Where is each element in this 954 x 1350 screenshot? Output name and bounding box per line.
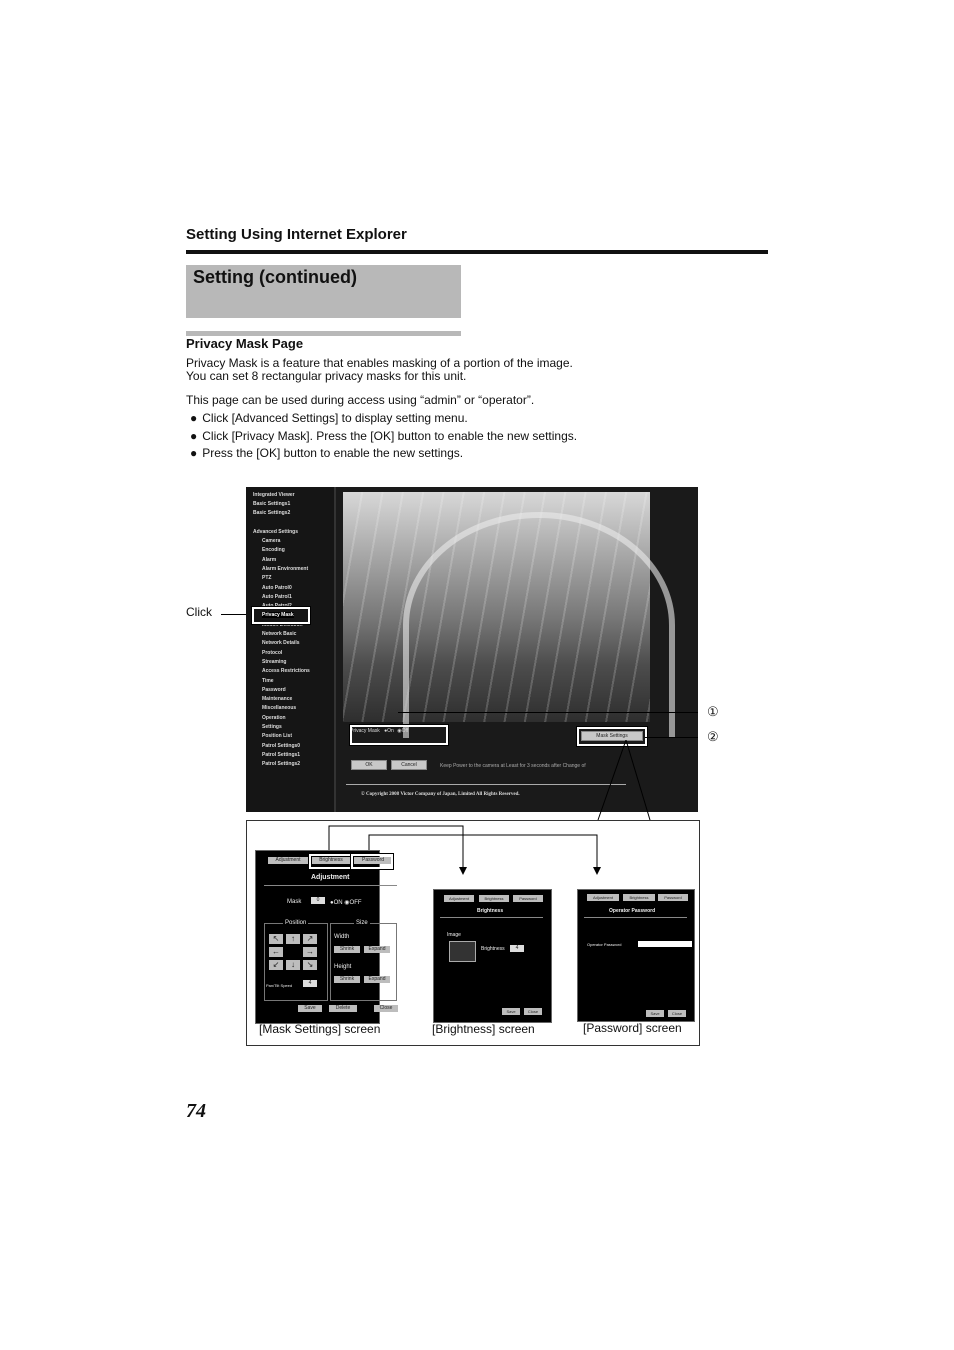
width-shrink-button[interactable]: Shrink — [334, 946, 360, 953]
bullet-icon: ● — [190, 411, 198, 425]
arrow-button-icon[interactable]: ↘ — [303, 960, 317, 970]
save-button[interactable]: Save — [502, 1008, 520, 1015]
radio-on-icon[interactable]: ● — [384, 728, 388, 734]
bullet-item: ● Press the [OK] button to enable the new settings. — [190, 446, 464, 460]
height-shrink-button[interactable]: Shrink — [334, 976, 360, 983]
close-button[interactable]: Close — [374, 1005, 398, 1012]
menu-item[interactable]: Integrated Viewer — [253, 492, 295, 498]
menu-item[interactable]: Auto Patrol0 — [262, 584, 292, 591]
camera-image — [343, 492, 650, 722]
menu-item[interactable]: Streaming — [262, 658, 287, 665]
brightness-select[interactable]: 4 — [510, 945, 524, 952]
close-button[interactable]: Close — [668, 1010, 686, 1017]
menu-item[interactable]: PTZ — [262, 575, 272, 582]
mask-screen-caption: [Mask Settings] screen — [259, 1022, 381, 1036]
menu-item[interactable]: Time — [262, 677, 274, 684]
menu-item[interactable]: Motion Detection — [262, 621, 303, 628]
menu-item[interactable]: Network Details — [262, 640, 300, 647]
close-button[interactable]: Close — [524, 1008, 542, 1015]
privacy-mask-highlight — [252, 607, 310, 624]
menu-item[interactable]: Miscellaneous — [262, 705, 297, 712]
tab-adjustment[interactable]: Adjustment — [268, 857, 308, 864]
brightness-screen-title: Brightness — [477, 908, 504, 914]
page-heading: Setting (continued) — [193, 267, 357, 287]
section-rule — [186, 250, 768, 254]
height-expand-button[interactable]: Expand — [364, 976, 390, 983]
mask-settings-button[interactable]: Mask Settings — [581, 731, 643, 741]
tab-password[interactable]: Password — [658, 894, 688, 901]
bullet-item: ● Click [Privacy Mask]. Press the [OK] button to enable the new settings. — [190, 429, 578, 443]
callout-2: ② — [707, 729, 719, 744]
tab-brightness[interactable]: Brightness — [312, 857, 350, 864]
menu-item[interactable]: Basic Settings2 — [253, 510, 291, 516]
save-button[interactable]: Save — [646, 1010, 664, 1017]
arrow-button-icon[interactable]: ↙ — [269, 960, 283, 970]
cancel-button[interactable]: Cancel — [391, 760, 427, 770]
arrow-button-icon[interactable]: ↖ — [269, 934, 283, 944]
menu-item[interactable]: Network Basic — [262, 631, 297, 637]
menu-item[interactable]: Maintenance — [262, 696, 293, 703]
click-label: Click — [186, 605, 212, 619]
arrow-button-icon[interactable]: ↓ — [286, 960, 300, 970]
brightness-screen: Adjustment Brightness Password Brightness Image Brightness 4 Save Close — [433, 889, 552, 1023]
password-screen: Adjustment Brightness Password Operator Password Operator Password Save Close — [577, 889, 695, 1022]
menu-item[interactable]: Access Restrictions — [262, 668, 310, 675]
tab-password[interactable]: Password — [354, 857, 392, 864]
tab-brightness[interactable]: Brightness — [479, 895, 509, 902]
tab-password[interactable]: Password — [513, 895, 543, 902]
menu-item[interactable]: Privacy Mask — [262, 612, 294, 619]
section-title: Setting Using Internet Explorer — [186, 226, 407, 243]
save-button[interactable]: Save — [298, 1005, 322, 1012]
image-preview — [449, 941, 476, 962]
arrow-button-icon[interactable]: ↑ — [286, 934, 300, 944]
menu-item[interactable]: Patrol Settings2 — [262, 761, 301, 768]
intro-line-1: Privacy Mask is a feature that enables masking of a portion of the image. — [186, 356, 573, 370]
mask-screen-title: Adjustment — [311, 874, 350, 881]
menu-item[interactable]: Patrol Settings0 — [262, 742, 301, 749]
radio-off-icon[interactable]: ◉ — [397, 728, 402, 734]
intro-line-2: You can set 8 rectangular privacy masks for this unit. — [186, 369, 467, 383]
menu-item[interactable]: Auto Patrol1 — [262, 593, 292, 600]
menu-item[interactable]: Protocol — [262, 649, 283, 656]
width-expand-button[interactable]: Expand — [364, 946, 390, 953]
callout-1: ① — [707, 704, 719, 719]
menu-item[interactable]: Password — [262, 686, 286, 693]
subheading: Privacy Mask Page — [186, 336, 304, 351]
mask-select[interactable]: 0 — [311, 897, 325, 904]
bullet-icon: ● — [190, 429, 198, 443]
menu-item[interactable]: Basic Settings1 — [253, 501, 291, 507]
radio-on-icon[interactable]: ● — [330, 900, 334, 906]
password-screen-caption: [Password] screen — [583, 1021, 682, 1035]
menu-item[interactable]: Alarm — [262, 556, 277, 563]
copyright: © Copyright 2008 Victor Company of Japan, Limited All Rights Reserved. — [361, 792, 520, 797]
menu-advanced-settings[interactable]: Advanced Settings — [253, 529, 299, 535]
menu-item[interactable]: Camera — [262, 538, 281, 544]
page-number: 74 — [186, 1100, 206, 1122]
notice-text: Keep Power to the camera at Least for 3 seconds after Change of — [440, 763, 586, 769]
menu-item[interactable]: Auto Patrol2 — [262, 603, 292, 610]
ok-button[interactable]: OK — [351, 760, 387, 770]
brightness-screen-caption: [Brightness] screen — [432, 1022, 535, 1036]
menu-item[interactable]: Position List — [262, 733, 292, 740]
tab-adjustment[interactable]: Adjustment — [587, 894, 619, 901]
menu-item[interactable]: Encoding — [262, 547, 285, 554]
arrow-button-icon[interactable]: ↗ — [303, 934, 317, 944]
settings-sidebar — [246, 487, 334, 812]
delete-button[interactable]: Delete — [329, 1005, 357, 1012]
password-screen-title: Operator Password — [609, 908, 656, 914]
bullet-item: ● Click [Advanced Settings] to display setting menu. — [190, 411, 468, 425]
bullet-icon: ● — [190, 446, 198, 460]
mask-settings-screen: Adjustment Brightness Password Adjustment Mask 0 ●ON ◉OFF Position ↖ ↑ ↗ ← → ↙ ↓ ↘ Pan/Tilt Speed 4 Size Width Shrink Expand Height Shrink Expand Save Delete Close — [255, 850, 380, 1024]
zoom-connector — [596, 740, 676, 822]
menu-item[interactable]: Alarm Environment — [262, 565, 309, 572]
heading-box — [186, 265, 461, 318]
tab-brightness[interactable]: Brightness — [623, 894, 655, 901]
menu-item[interactable]: Settings — [262, 724, 282, 730]
arrow-button-icon[interactable]: ← — [269, 947, 283, 957]
menu-item[interactable]: Operation — [262, 714, 286, 721]
privacy-mask-control: Privacy Mask ●On ◉Off — [350, 728, 409, 734]
access-note: This page can be used during access using “admin” or “operator”. — [186, 393, 535, 407]
radio-off-icon[interactable]: ◉ — [344, 900, 350, 906]
tab-adjustment[interactable]: Adjustment — [444, 895, 474, 902]
sub-screens-frame — [246, 820, 700, 1046]
arrow-button-icon[interactable]: → — [303, 947, 317, 957]
menu-item[interactable]: Patrol Settings1 — [262, 751, 301, 758]
pan-tilt-speed-select[interactable]: 4 — [303, 980, 317, 987]
password-input[interactable] — [638, 941, 692, 947]
callout1-highlight — [350, 725, 448, 745]
arrow-button-icon — [286, 947, 300, 957]
